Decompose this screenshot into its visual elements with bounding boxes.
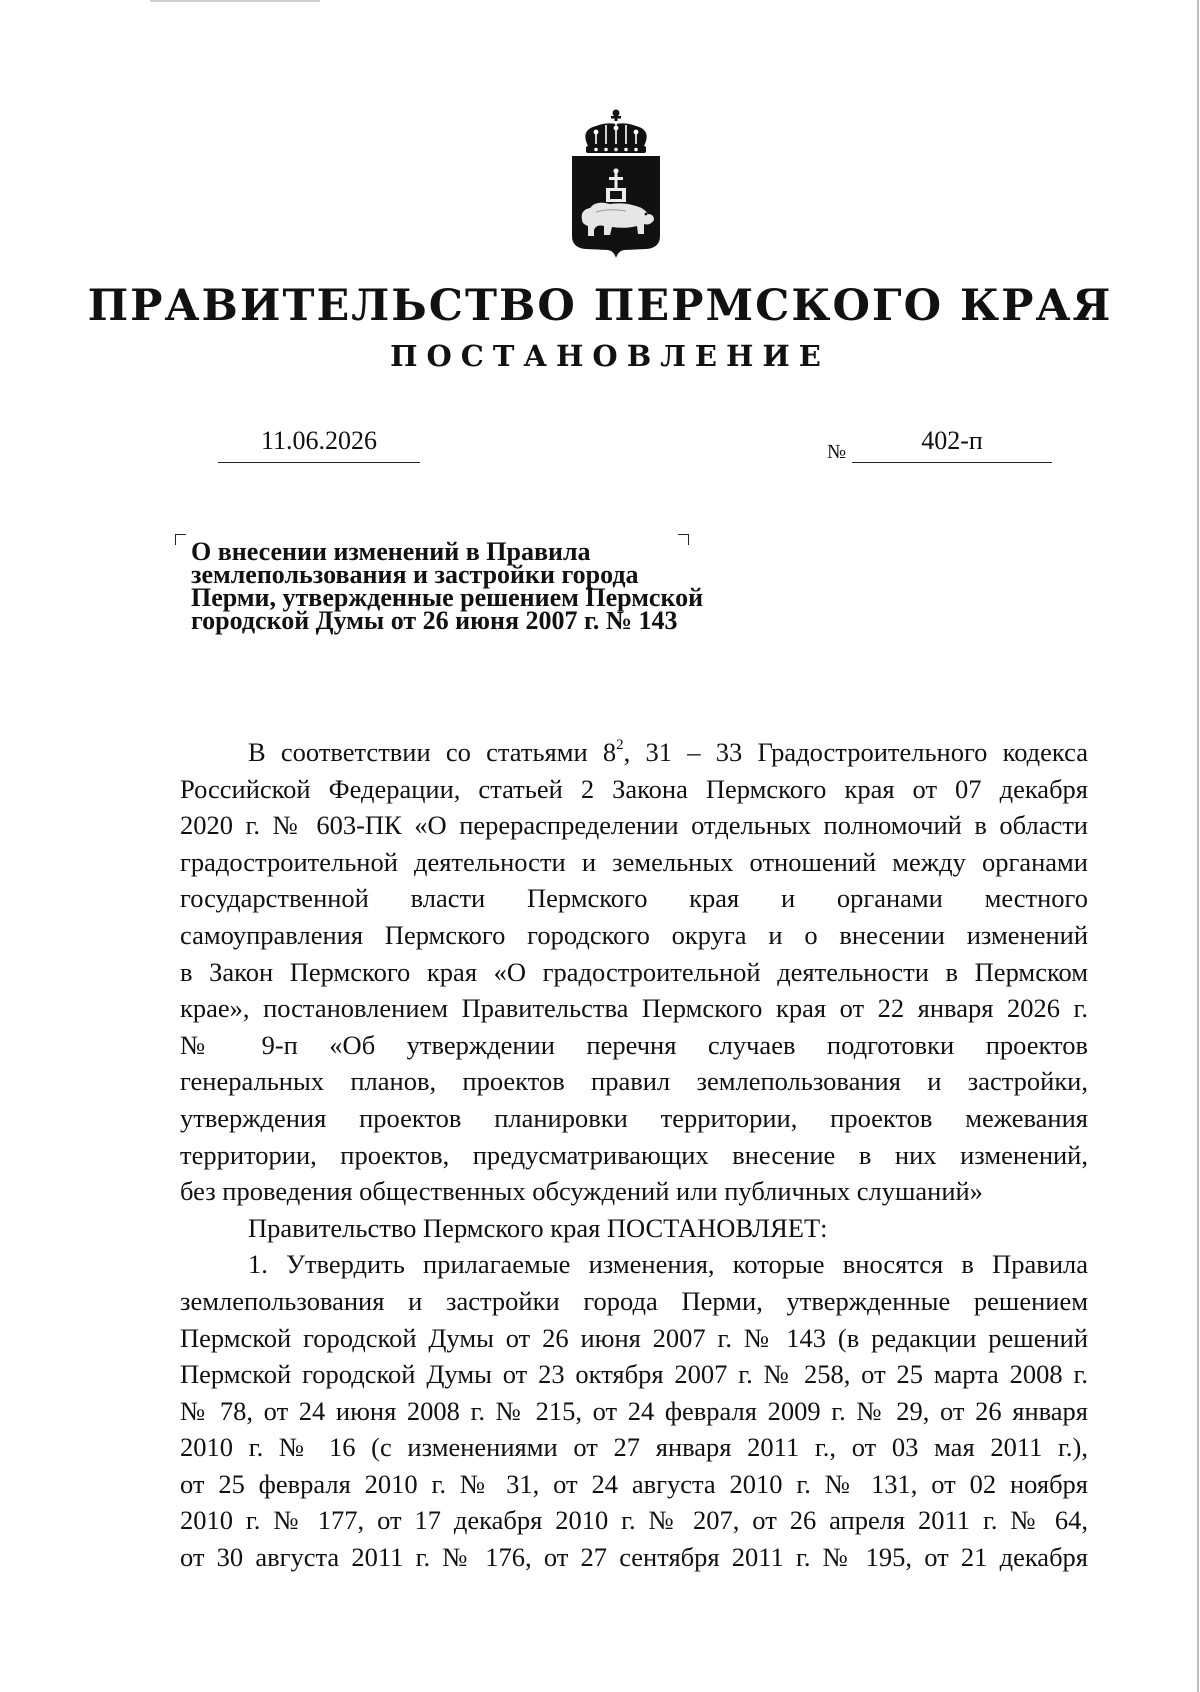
document-number: 402-п: [852, 424, 1052, 463]
body-line: Пермской городской Думы от 26 июня 2007 г. № 143 (в редакции решений: [180, 1322, 1088, 1353]
body-line: самоуправления Пермского городского округа и о внесении изменений: [180, 919, 1088, 950]
subject-line: О внесении изменений в Правила: [191, 537, 591, 566]
body-line: В соответствии со статьями $8^2$, 31 – 33 Градостроительного кодекса: [248, 737, 1088, 767]
body-line: 2010 г. № 177, от 17 декабря 2010 г. № 207, от 26 апреля 2011 г. № 64,: [180, 1505, 1088, 1536]
body-line: землепользования и застройки города Перми, утвержденные решением: [180, 1285, 1088, 1316]
body-line: без проведения общественных обсуждений или публичных слушаний»: [180, 1176, 983, 1207]
document-body: [180, 734, 1088, 1576]
subject-line: городской Думы от 26 июня 2007 г. № 143: [191, 606, 678, 635]
subject-corner-mark-left: [175, 534, 186, 545]
body-line: государственной власти Пермского края и органами местного: [180, 883, 1088, 914]
body-line: градостроительной деятельности и земельных отношений между органами: [180, 846, 1088, 877]
body-line: от 25 февраля 2010 г. № 31, от 24 августа 2010 г. № 131, от 02 ноября: [180, 1468, 1088, 1499]
body-line: Пермской городской Думы от 23 октября 2007 г. № 258, от 25 марта 2008 г.: [180, 1359, 1088, 1390]
preamble-paragraph: [180, 734, 1088, 1210]
subject-line: землепользования и застройки города: [191, 560, 639, 589]
resolves-line: Правительство Пермского края ПОСТАНОВЛЯЕТ:: [248, 1212, 828, 1243]
body-line: в Закон Пермского края «О градостроительной деятельности в Пермском: [180, 956, 1088, 987]
body-line: 2010 г. № 16 (с изменениями от 27 января 2011 г., от 03 мая 2011 г.),: [180, 1432, 1088, 1463]
perm-krai-coat-of-arms-icon: [566, 108, 666, 260]
body-line: 1. Утвердить прилагаемые изменения, которые вносятся в Правила: [248, 1249, 1088, 1280]
document-date: 11.06.2026: [218, 424, 420, 463]
scan-edge-top: [150, 0, 320, 2]
body-line: № 9-п «Об утверждении перечня случаев подготовки проектов: [180, 1029, 1088, 1060]
body-line: утверждения проектов планировки территории, проектов межевания: [180, 1102, 1088, 1133]
body-line: от 30 августа 2011 г. № 176, от 27 сентября 2011 г. № 195, от 21 декабря: [180, 1542, 1088, 1573]
scan-edge-right: [1197, 0, 1199, 1692]
body-line: № 78, от 24 июня 2008 г. № 215, от 24 февраля 2009 г. № 29, от 26 января: [180, 1395, 1088, 1426]
subject-line: Перми, утвержденные решением Пермской: [191, 583, 704, 612]
body-line: крае», постановлением Правительства Пермского края от 22 января 2026 г.: [180, 993, 1088, 1024]
item-1-paragraph: [180, 1246, 1088, 1575]
body-line: Российской Федерации, статьей 2 Закона Пермского края от 07 декабря: [180, 773, 1088, 804]
number-sign-label: №: [827, 441, 847, 463]
body-line: территории, проектов, предусматривающих внесение в них изменений,: [180, 1139, 1088, 1170]
body-line: 2020 г. № 603-ПК «О перераспределении отдельных полномочий в области: [180, 810, 1088, 841]
body-line: генеральных планов, проектов правил землепользования и застройки,: [180, 1066, 1088, 1097]
document-type-heading: ПОСТАНОВЛЕНИЕ: [390, 339, 830, 373]
government-title: ПРАВИТЕЛЬСТВО ПЕРМСКОГО КРАЯ: [87, 281, 1113, 331]
document-subject: [191, 537, 771, 635]
